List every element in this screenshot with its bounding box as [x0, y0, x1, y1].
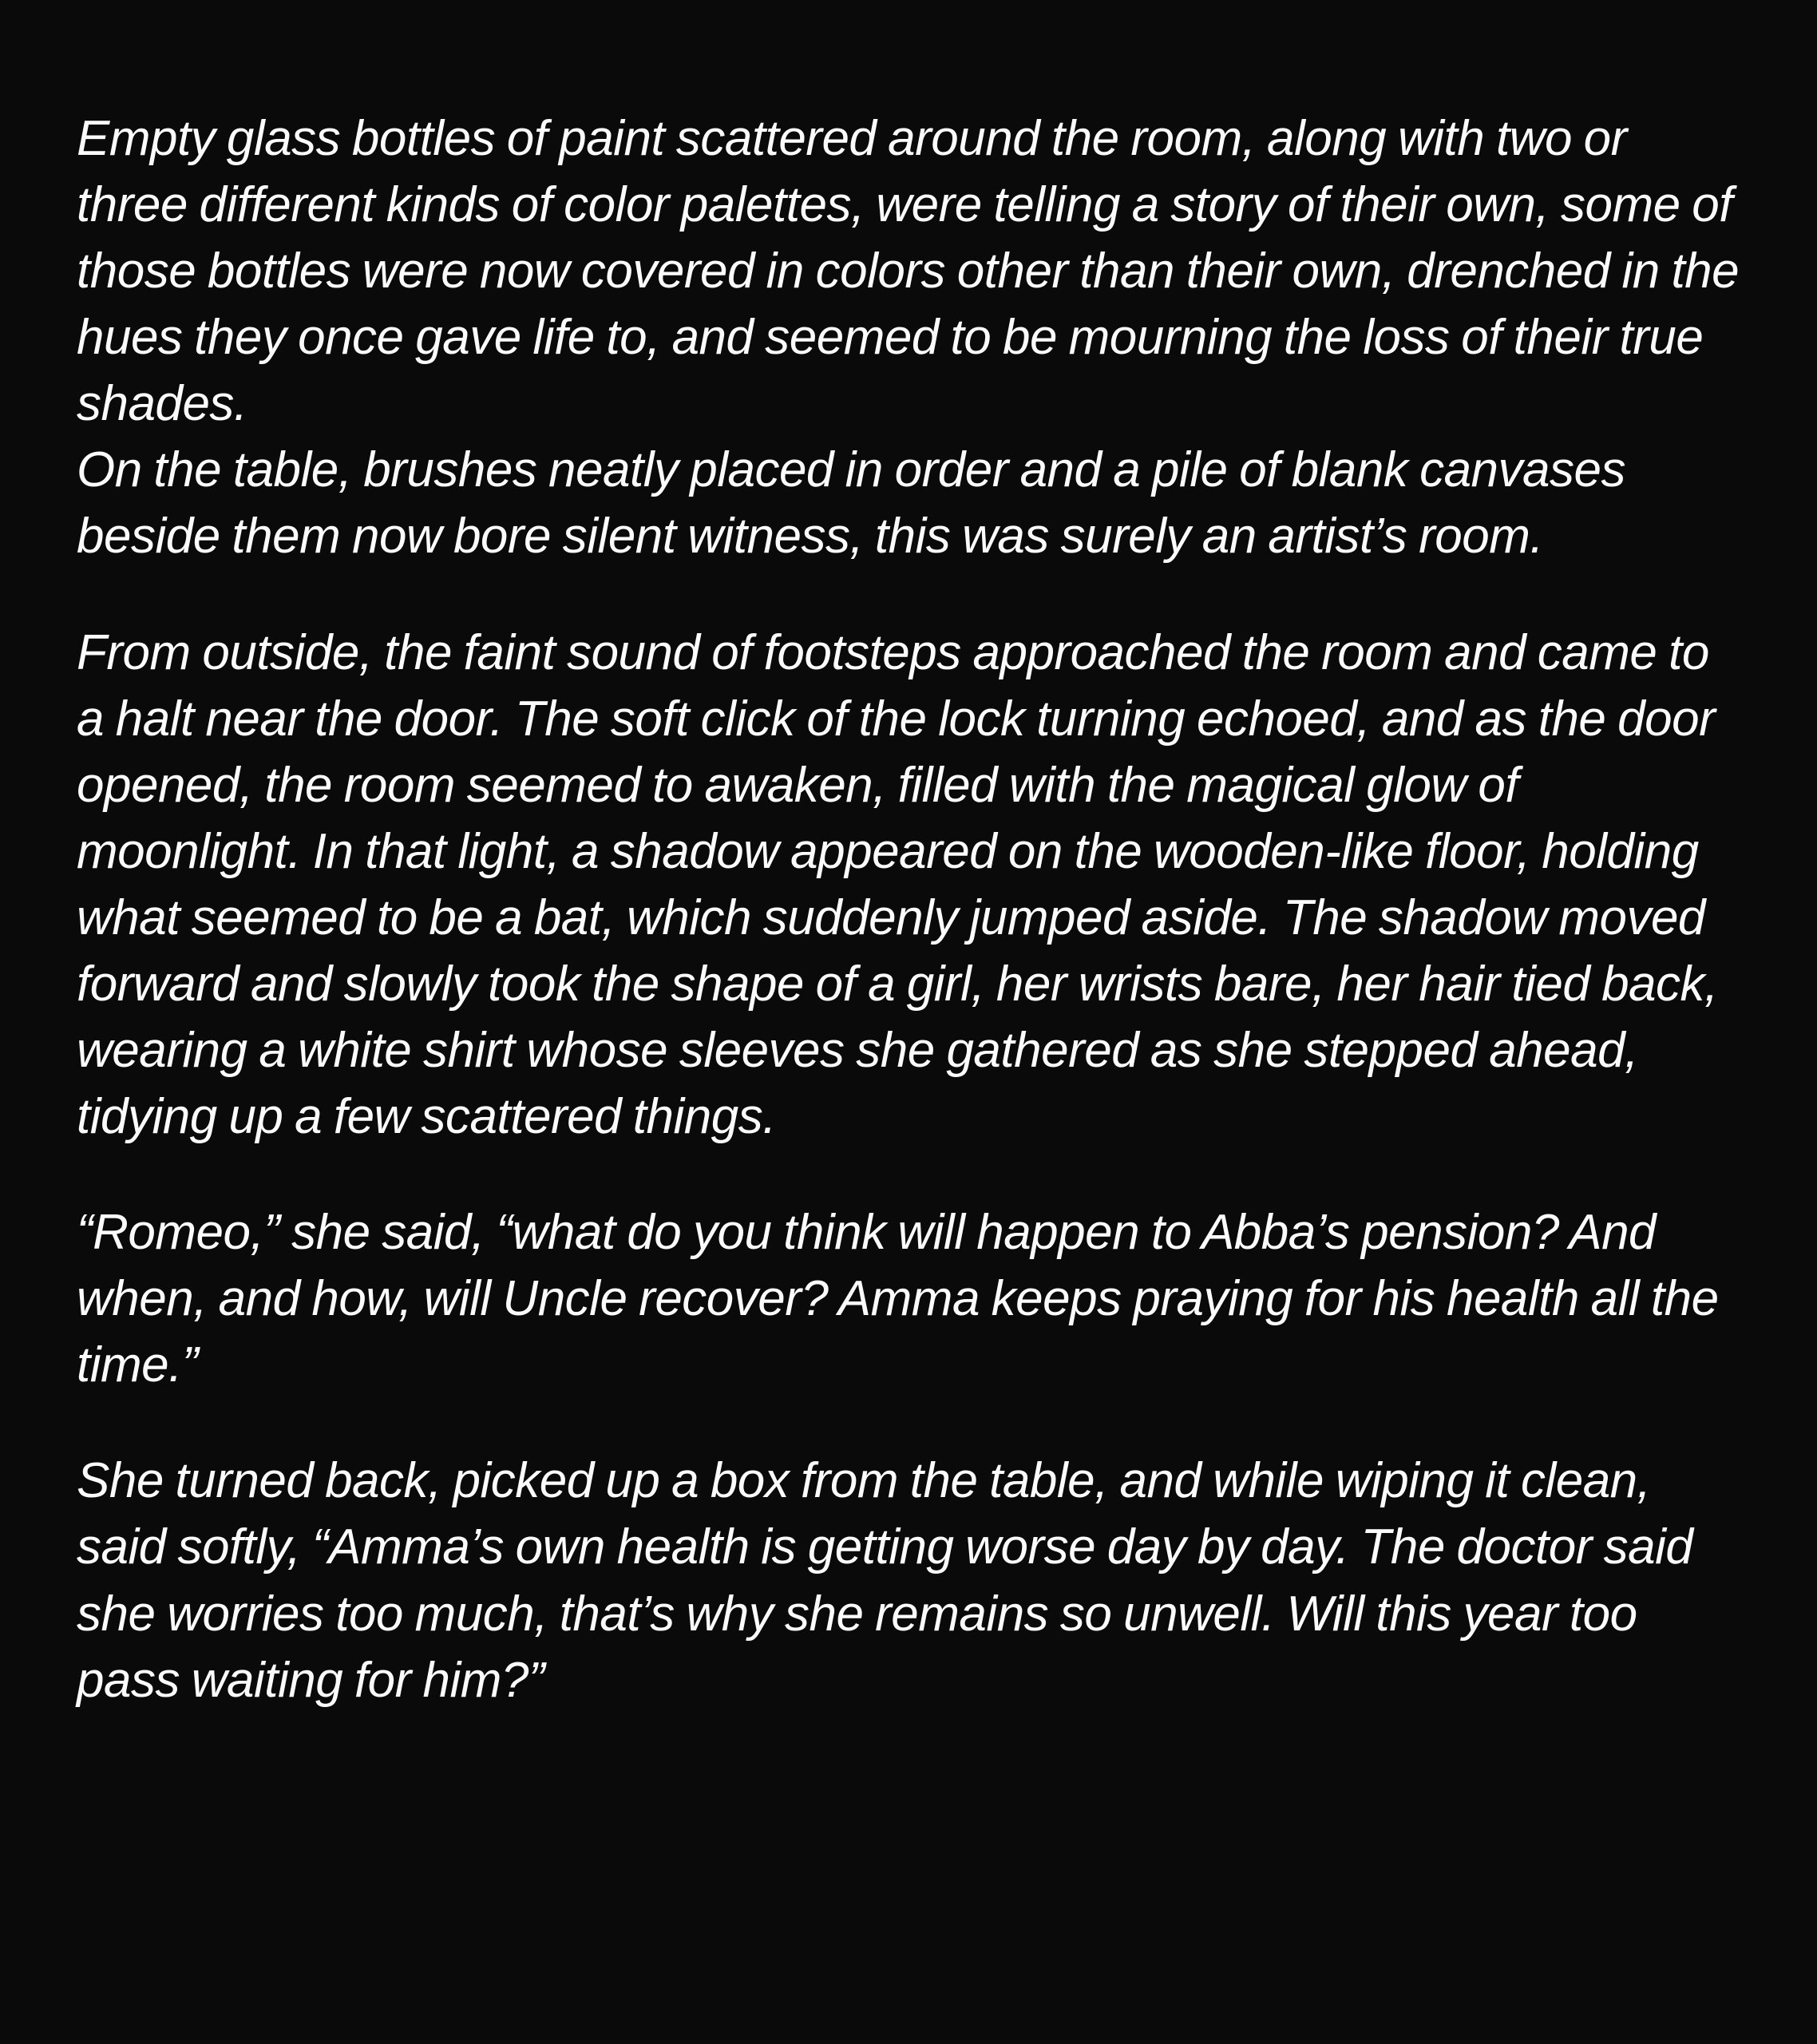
paragraph-spacer-1: [77, 570, 1740, 620]
paragraph-2: On the table, brushes neatly placed in order and a pile of blank canvases beside them now bore silent witness, this was surely an artist’s room.: [77, 442, 1637, 564]
paragraph-1: Empty glass bottles of paint scattered around the room, along with two or three different kinds of color palettes, were telling a story of their own, some of those bottles were now covered in colors other than their own, drenched in the hues they once gave life to, and seemed to be mourning the loss of their true shades.: [77, 111, 1751, 432]
story-text-block: [77, 105, 1751, 1713]
paragraph-spacer-3: [77, 1398, 1740, 1448]
paragraph-4: “Romeo,” she said, “what do you think will happen to Abba’s pension? And when, and how, will Uncle recover? Amma keeps praying for his health all the time.”: [77, 1205, 1731, 1393]
paragraph-5: She turned back, picked up a box from the table, and while wiping it clean, said softly, “Amma’s own health is getting worse day by day. The doctor said she worries too much, that’s why she remains so unwell. Will this year too pass waiting for him?”: [77, 1453, 1705, 1708]
paragraph-3: From outside, the faint sound of footsteps approached the room and came to a halt near the door. The soft click of the lock turning echoed, and as the door opened, the room seemed to awaken, filled with the magical glow of moonlight. In that light, a shadow appeared on the wooden-like floor, holding what seemed to be a bat, which suddenly jumped aside. The shadow moved forward and slowly took the shape of a girl, her wrists bare, her hair tied back, wearing a white shirt whose sleeves she gathered as she stepped ahead, tidying up a few scattered things.: [77, 624, 1730, 1145]
paragraph-spacer-2: [77, 1150, 1740, 1199]
